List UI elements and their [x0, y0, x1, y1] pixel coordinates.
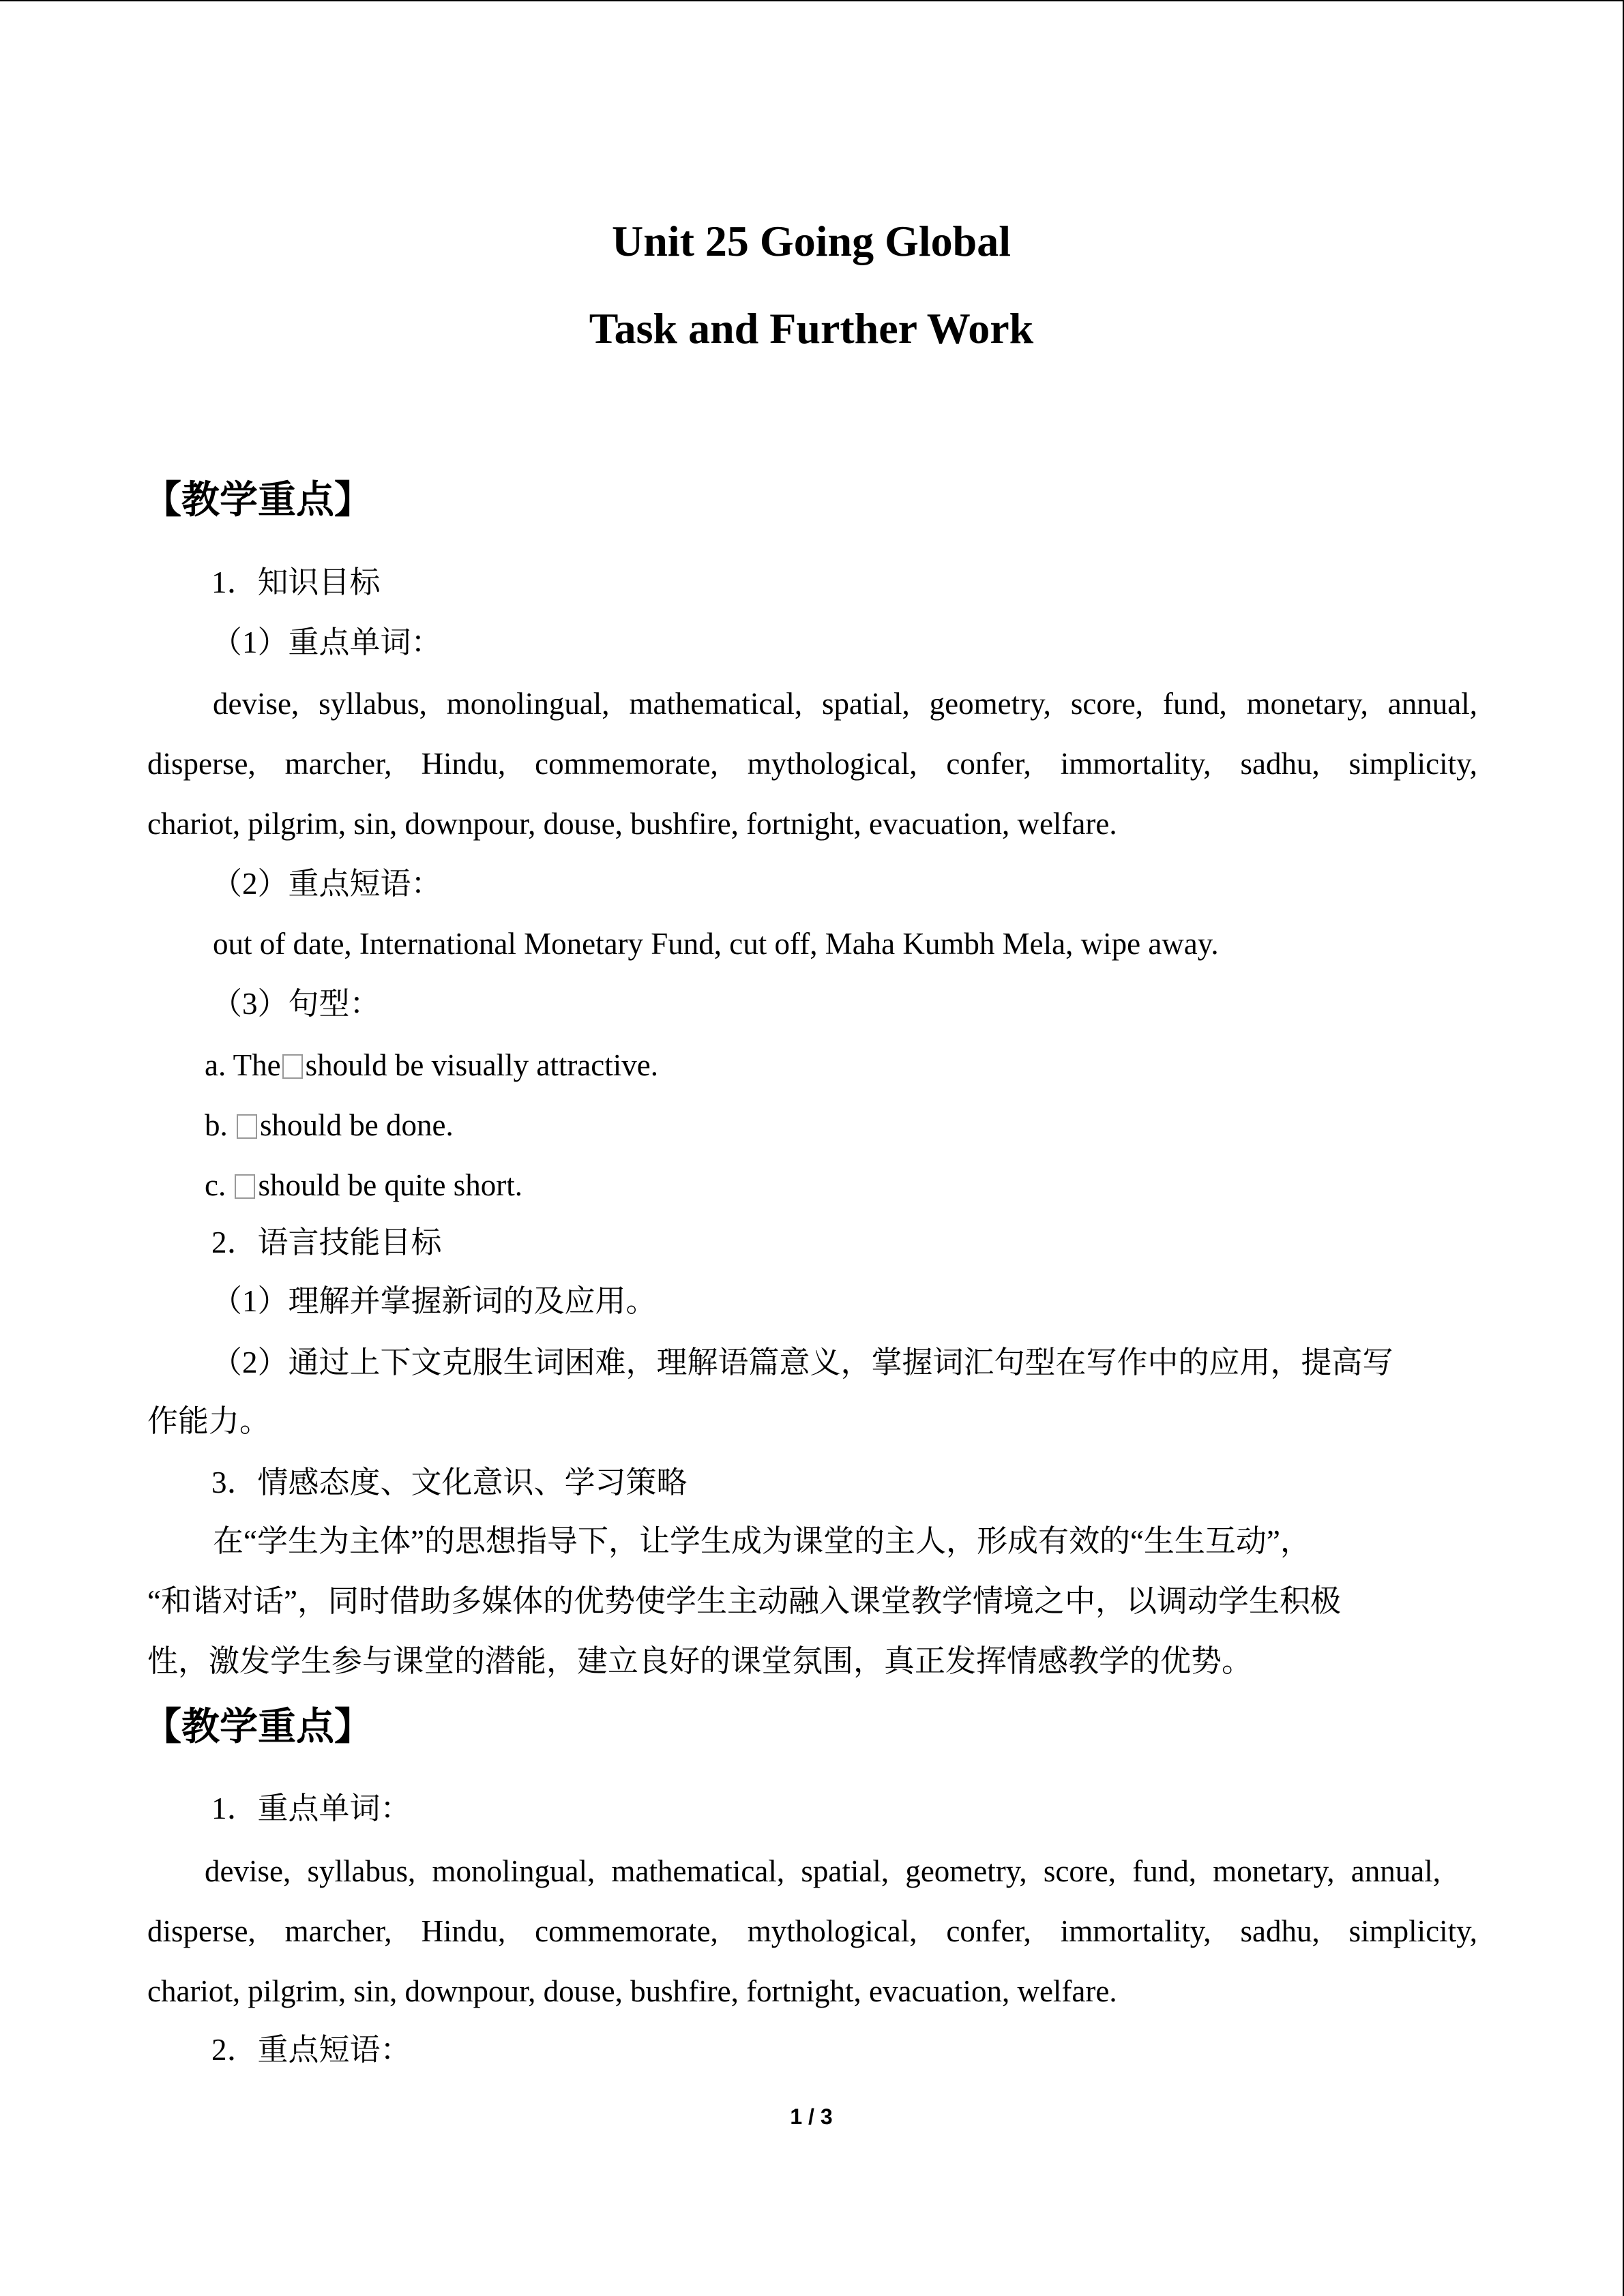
- section-heading-teaching-focus: 【教学重点】: [143, 479, 372, 522]
- key-words-2-line-3: chariot, pilgrim, sin, downpour, douse, bushfire, fortnight, evacuation, welfare.: [147, 1974, 1117, 2008]
- blank-box: [235, 1174, 255, 1199]
- key-phrases-heading: （2）重点短语：: [211, 867, 442, 901]
- key-words-heading-2: 1．重点单词：: [211, 1791, 411, 1825]
- key-words-line-2: disperse, marcher, Hindu, commemorate, mythological, confer, immortality, sadhu, simplicity,: [147, 747, 1477, 781]
- sentence-pattern-c-prefix: c.: [205, 1168, 234, 1202]
- document-title: Unit 25 Going Global: [612, 217, 1011, 265]
- sentence-pattern-a-prefix: a. The: [205, 1048, 281, 1082]
- key-words-line-1: devise, syllabus, monolingual, mathematical, spatial, geometry, score, fund, monetary, annual,: [213, 687, 1477, 721]
- page-number: 1 / 3: [790, 2104, 833, 2129]
- language-skill-2-line-2: 作能力。: [147, 1404, 271, 1438]
- sentence-pattern-b: [205, 1105, 454, 1146]
- sentence-pattern-b-prefix: b.: [205, 1108, 235, 1142]
- language-skill-2-line-1: （2）通过上下文克服生词困难，理解语篇意义，掌握词汇句型在写作中的应用，提高写: [211, 1345, 1393, 1380]
- blank-box: [282, 1054, 303, 1079]
- blank-box: [237, 1114, 257, 1139]
- sentence-pattern-c: [205, 1165, 522, 1206]
- sentence-pattern-b-suffix: should be done.: [260, 1108, 454, 1142]
- section-heading-teaching-focus-2: 【教学重点】: [143, 1706, 372, 1748]
- sentence-pattern-c-suffix: should be quite short.: [258, 1168, 522, 1202]
- attitude-culture-strategy-heading: 3．情感态度、文化意识、学习策略: [211, 1465, 688, 1500]
- sentence-pattern-a: [205, 1045, 658, 1086]
- sentence-pattern-a-suffix: should be visually attractive.: [305, 1048, 658, 1082]
- attitude-paragraph-line-1: 在“学生为主体”的思想指导下，让学生成为课堂的主人，形成有效的“生生互动”，: [213, 1524, 1311, 1558]
- language-skill-heading: 2．语言技能目标: [211, 1225, 442, 1259]
- key-words-heading: （1）重点单词：: [211, 625, 442, 659]
- attitude-paragraph-line-3: 性，激发学生参与课堂的潜能，建立良好的课堂氛围，真正发挥情感教学的优势。: [147, 1644, 1253, 1678]
- key-words-line-3: chariot, pilgrim, sin, downpour, douse, bushfire, fortnight, evacuation, welfare.: [147, 807, 1117, 841]
- knowledge-goal-heading: 1．知识目标: [211, 565, 381, 599]
- key-phrases-heading-2: 2．重点短语：: [211, 2033, 411, 2067]
- key-words-2-line-1: devise, syllabus, monolingual, mathematical, spatial, geometry, score, fund, monetary, annual,: [205, 1854, 1441, 1888]
- key-phrases-text: out of date, International Monetary Fund, cut off, Maha Kumbh Mela, wipe away.: [213, 927, 1219, 961]
- document-subtitle: Task and Further Work: [589, 304, 1034, 353]
- attitude-paragraph-line-2: “和谐对话”，同时借助多媒体的优势使学生主动融入课堂教学情境之中，以调动学生积极: [147, 1584, 1341, 1618]
- language-skill-1: （1）理解并掌握新词的及应用。: [211, 1284, 657, 1318]
- key-words-2-line-2: disperse, marcher, Hindu, commemorate, mythological, confer, immortality, sadhu, simplicity,: [147, 1914, 1477, 1948]
- sentence-patterns-heading: （3）句型：: [211, 987, 381, 1021]
